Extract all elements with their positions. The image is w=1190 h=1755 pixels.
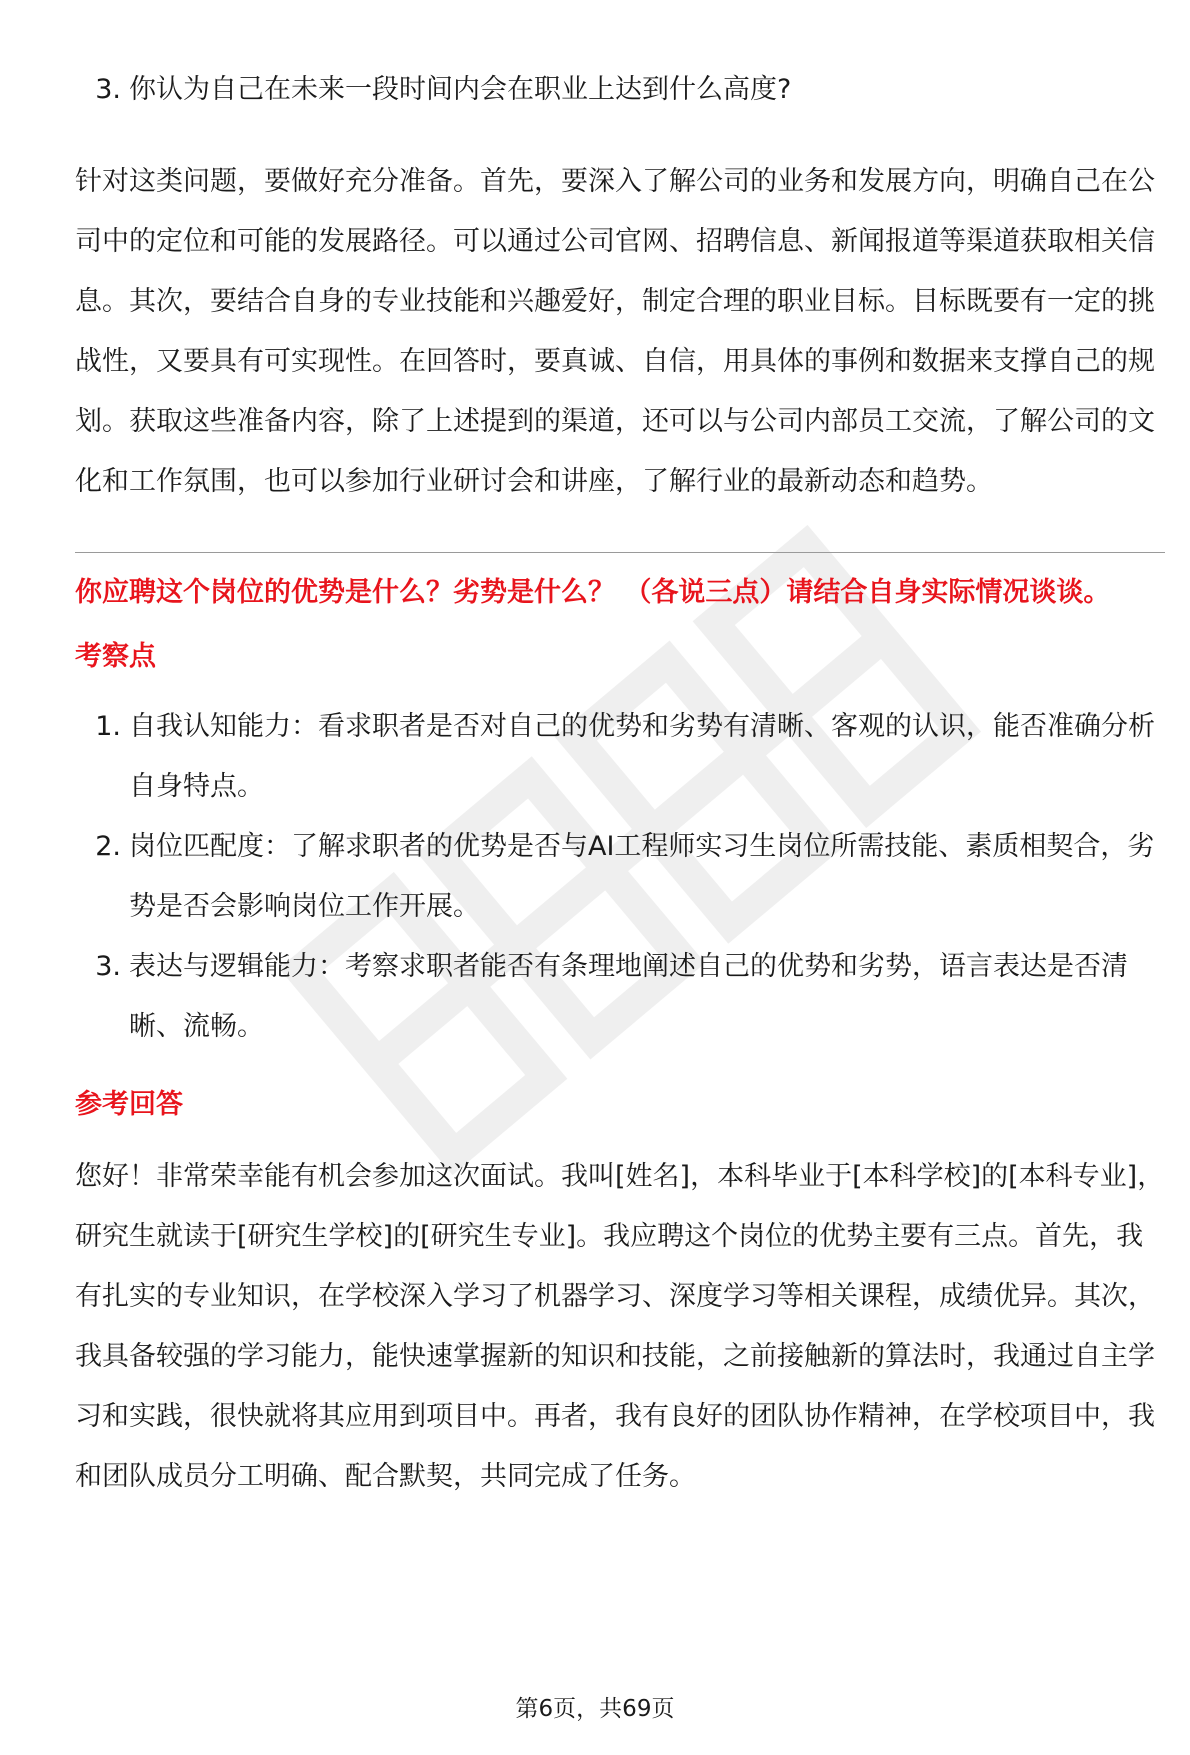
list-item [75, 937, 1165, 1057]
answer-paragraph: 您好！非常荣幸能有机会参加这次面试。我叫[姓名]，本科毕业于[本科学校]的[本科专业]，研究生就读于[研究生学校]的[研究生专业]。我应聘这个岗位的优势主要有三点。首先，我有扎实的专业知识，在学校深入学习了机器学习、深度学习等相关课程，成绩优异。其次，我具备较强的学习能力，能快速掌握新的知识和技能，之前接触新的算法时，我通过自主学习和实践，很快就将其应用到项目中。再者，我有良好的团队协作精神，在学校项目中，我和团队成员分工明确、配合默契，共同完成了任务。 [75, 1161, 1165, 1492]
document-page [75, 60, 1165, 1507]
prev-answer-paragraph: 针对这类问题，要做好充分准备。首先，要深入了解公司的业务和发展方向，明确自己在公司中的定位和可能的发展路径。可以通过公司官网、招聘信息、新闻报道等渠道获取相关信息。其次，要结合自身的专业技能和兴趣爱好，制定合理的职业目标。目标既要有一定的挑战性，又要具有可实现性。在回答时，要真诚、自信，用具体的事例和数据来支撑自己的规划。获取这些准备内容，除了上述提到的渠道，还可以与公司内部员工交流，了解公司的文化和工作氛围，也可以参加行业研讨会和讲座，了解行业的最新动态和趋势。 [75, 166, 1155, 497]
list-item [75, 697, 1165, 817]
list-item-text: 表达与逻辑能力：考察求职者能否有条理地阐述自己的优势和劣势，语言表达是否清晰、流畅。 [129, 951, 1128, 1042]
prev-question-number: 3. [95, 74, 121, 105]
list-item-number: 2. [95, 831, 121, 862]
question-title: 你应聘这个岗位的优势是什么？劣势是什么？ （各说三点）请结合自身实际情况谈谈。 [75, 577, 1111, 608]
answer-heading: 参考回答 [75, 1089, 183, 1120]
list-item-number: 3. [95, 951, 121, 982]
prev-question-text: 你认为自己在未来一段时间内会在职业上达到什么高度? [129, 74, 792, 105]
page-footer: 第6页，共69页 [515, 1696, 675, 1722]
section-divider [75, 552, 1165, 553]
list-item-text: 自我认知能力：看求职者是否对自己的优势和劣势有清晰、客观的认识，能否准确分析自身特点。 [129, 711, 1155, 802]
check-points-list [75, 697, 1165, 1057]
prev-question-item [75, 60, 1165, 120]
list-item-text: 岗位匹配度：了解求职者的优势是否与AI工程师实习生岗位所需技能、素质相契合，劣势是否会影响岗位工作开展。 [129, 831, 1155, 922]
check-points-heading: 考察点 [75, 641, 156, 672]
list-item [75, 817, 1165, 937]
list-item-number: 1. [95, 711, 121, 742]
